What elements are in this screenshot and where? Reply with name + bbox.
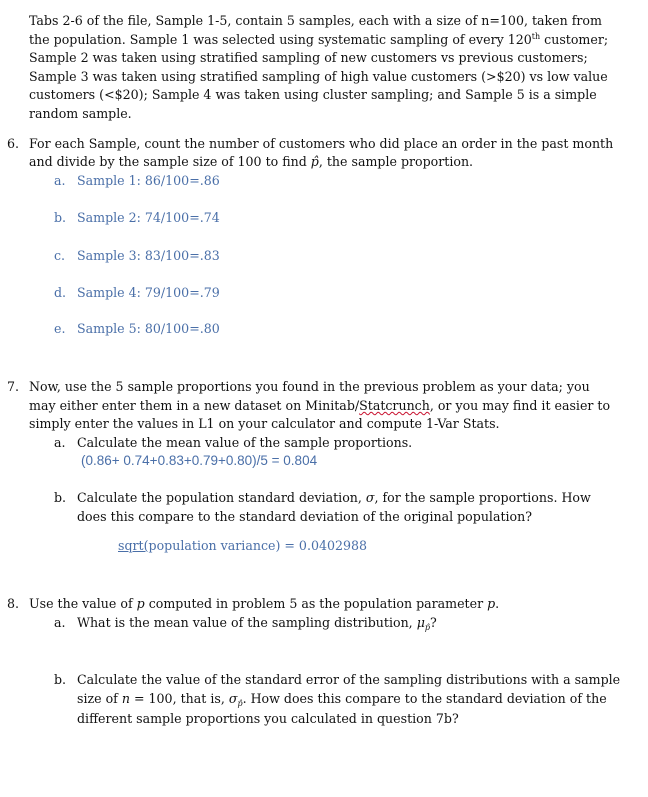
q8-b-prompt-line-1: b. Calculate the value of the standard error of the sampling distributions with a sample — [54, 672, 621, 687]
q8-b-prompt-line-2: size of n = 100, that is, $\sigma_{p̂}$. How does this compare to the standard deviation of the — [77, 691, 607, 708]
intro-line-5: customers (<$20); Sample 4 was taken using cluster sampling; and Sample 5 is a simple — [29, 87, 597, 102]
q7-b-answer: sqrt(population variance) = 0.0402988 — [118, 538, 368, 553]
q7-number: 7. — [7, 379, 20, 394]
q7-line-2: may either enter them in a new dataset on Minitab/Statcrunch, or you may find it easier to — [29, 398, 611, 413]
q7-line-3: simply enter the values in L1 on your calculator and compute 1-Var Stats. — [29, 416, 500, 431]
q7-a-answer: (0.86+ 0.74+0.83+0.79+0.80)/5 = 0.804 — [81, 453, 318, 468]
q6-item-a: a. Sample 1: 86/100=.86 — [54, 173, 220, 188]
q6-item-e: e. Sample 5: 80/100=.80 — [54, 321, 220, 336]
intro-line-4: Sample 3 was taken using stratified sampling of high value customers (>$20) vs low value — [29, 69, 608, 84]
intro-line-3: Sample 2 was taken using stratified sampling of new customers vs previous customers; — [29, 50, 588, 65]
q6-item-b: b. Sample 2: 74/100=.74 — [54, 210, 220, 225]
q7-a-prompt: a. Calculate the mean value of the sample proportions. — [54, 435, 413, 450]
q6-item-c: c. Sample 3: 83/100=.83 — [54, 248, 220, 263]
q6-number: 6. — [7, 136, 20, 151]
q7-b-prompt-line-2: does this compare to the standard deviation of the original population? — [77, 509, 533, 524]
q8-line-1: Use the value of p computed in problem 5 as the population parameter p. — [29, 596, 500, 611]
q7-b-prompt-line-1: b. Calculate the population standard deviation, σ, for the sample proportions. How — [54, 490, 591, 505]
q8-b-prompt-line-3: different sample proportions you calculated in question 7b? — [77, 711, 459, 726]
q7-line-1: Now, use the 5 sample proportions you found in the previous problem as your data; you — [29, 379, 590, 394]
intro-line-2: the population. Sample 1 was selected using systematic sampling of every 120th customer; — [29, 32, 609, 47]
q6-item-d: d. Sample 4: 79/100=.79 — [54, 285, 220, 300]
intro-line-6: random sample. — [29, 106, 132, 121]
q6-line-1: For each Sample, count the number of customers who did place an order in the past month — [29, 136, 614, 151]
q8-a-prompt: a. What is the mean value of the sampling distribution, $\mu_{p̂}$? — [54, 615, 437, 632]
intro-line-1: Tabs 2-6 of the file, Sample 1-5, contain 5 samples, each with a size of n=100, taken from — [29, 13, 602, 28]
q8-number: 8. — [7, 596, 20, 611]
q6-line-2: and divide by the sample size of 100 to find p̂, the sample proportion. — [29, 154, 474, 169]
